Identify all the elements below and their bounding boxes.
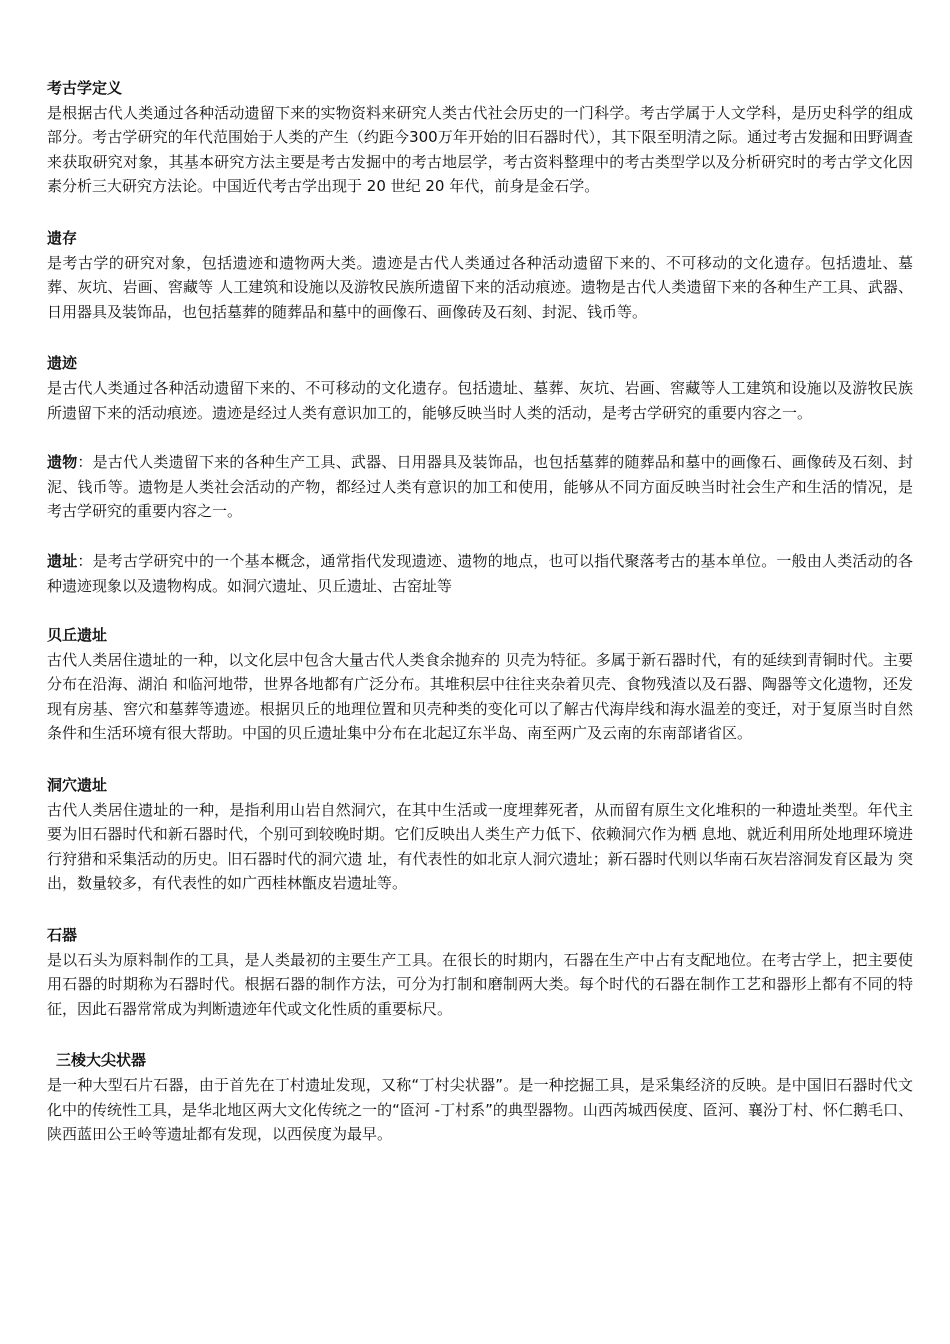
section-paragraph	[47, 549, 913, 598]
document-page	[47, 76, 913, 1147]
section-body: 是以石头为原料制作的工具，是人类最初的主要生产工具。在很长的时期内，石器在生产中占有支配地位。在考古学上，把主要使用石器的时期称为石器时代。根据石器的制作方法，可分为打制和磨制两大类。每个时代的石器在制作工艺和器形上都有不同的特征，因此石器常常成为判断遗迹年代或文化性质的重要标尺。	[47, 950, 913, 1018]
section-cave-site	[47, 773, 913, 896]
section-heading: 石器	[47, 926, 78, 945]
section-artifacts	[47, 450, 913, 524]
section-spacer	[47, 746, 913, 773]
section-heading: 考古学定义	[47, 79, 123, 97]
section-body: 是古代人类通过各种活动遗留下来的、不可移动的文化遗存。包括遗址、墓葬、灰坑、岩画、窖藏等人工建筑和设施以及游牧民族所遗留下来的活动痕迹。遗迹是经过人类有意识加工的，能够反映当时人类的活动，是考古学研究的重要内容之一。	[47, 378, 913, 422]
section-heading: 洞穴遗址	[47, 776, 108, 795]
section-body: 古代人类居住遗址的一种，以文化层中包含大量古代人类食余抛弃的 贝壳为特征。多属于新石器时代，有的延续到青铜时代。主要分布在沿海、湖泊 和临河地带，世界各地都有广泛分布。其堆积层中往往夹杂着贝壳、食物残渣以及石器、陶器等文化遗物，还发现有房基、窖穴和墓葬等遗迹。根据贝丘的地理位置和贝壳种类的变化可以了解古代海岸线和海水温差的变迁，对于复原当时自然条件和生活环境有很大帮助。中国的贝丘遗址集中分布在北起辽东半岛、南至两广及云南的东南部诸省区。	[47, 650, 913, 743]
section-spacer	[47, 524, 913, 549]
section-heading: 遗迹	[47, 354, 78, 373]
section-heading: 三棱大尖状器	[56, 1051, 147, 1070]
section-archaeology-definition	[47, 76, 913, 199]
section-spacer	[47, 896, 913, 923]
section-heading: 遗物	[47, 453, 78, 472]
section-body: 是一种大型石片石器，由于首先在丁村遗址发现，又称“丁村尖状器”。是一种挖掘工具，是采集经济的反映。是中国旧石器时代文化中的传统性工具，是华北地区两大文化传统之一的“匼河 -丁村系”的典型器物。山西芮城西侯度、匼河、襄汾丁村、怀仁鹅毛口、陕西蓝田公王岭等遗址都有发现，以西侯度为最早。	[47, 1076, 913, 1144]
section-relics	[47, 351, 913, 425]
section-body: ：是考古学研究中的一个基本概念，通常指代发现遗迹、遗物的地点，也可以指代聚落考古的基本单位。一般由人类活动的各种遗迹现象以及遗物构成。如洞穴遗址、贝丘遗址、古窑址等	[47, 551, 913, 595]
section-body: 古代人类居住遗址的一种，是指利用山岩自然洞穴，在其中生活或一度埋葬死者，从而留有原生文化堆积的一种遗址类型。年代主要为旧石器时代和新石器时代，个别可到较晚时期。它们反映出人类生产力低下、依赖洞穴作为栖 息地、就近利用所处地理环境进行狩猎和采集活动的历史。旧石器时代的洞穴遗 址，有代表性的如北京人洞穴遗址；新石器时代则以华南石灰岩溶洞发育区最为 突出，数量较多，有代表性的如广西桂林甑皮岩遗址等。	[47, 800, 913, 893]
section-heading: 贝丘遗址	[47, 626, 108, 645]
section-spacer	[47, 425, 913, 450]
section-spacer	[47, 324, 913, 351]
section-heading: 遗址	[47, 551, 78, 570]
section-heading: 遗存	[47, 228, 78, 247]
section-spacer	[47, 598, 913, 623]
section-spacer	[47, 199, 913, 226]
section-trihedral-pick	[47, 1048, 913, 1146]
section-body: 是根据古代人类通过各种活动遗留下来的实物资料来研究人类古代社会历史的一门科学。考古学属于人文学科，是历史科学的组成部分。考古学研究的年代范围始于人类的产生（约距今300万年开始的旧石器时代），其下限至明清之际。通过考古发掘和田野调查来获取研究对象，其基本研究方法主要是考古发掘中的考古地层学，考古资料整理中的考古类型学以及分析研究时的考古学文化因素分析三大研究方法论。中国近代考古学出现于 20 世纪 20 年代，前身是金石学。	[47, 103, 913, 196]
section-body: 是考古学的研究对象，包括遗迹和遗物两大类。遗迹是古代人类通过各种活动遗留下来的、不可移动的文化遗存。包括遗址、墓葬、灰坑、岩画、窖藏等 人工建筑和设施以及游牧民族所遗留下来的活动痕迹。遗物是古代人类遗留下来的各种生产工具、武器、日用器具及装饰品，也包括墓葬的随葬品和墓中的画像石、画像砖及石刻、封泥、钱币等。	[47, 253, 913, 321]
section-remains	[47, 226, 913, 324]
section-spacer	[47, 1021, 913, 1048]
section-site	[47, 549, 913, 598]
section-shell-mound	[47, 623, 913, 746]
section-body: ：是古代人类遗留下来的各种生产工具、武器、日用器具及装饰品，也包括墓葬的随葬品和墓中的画像石、画像砖及石刻、封泥、钱币等。遗物是人类社会活动的产物，都经过人类有意识的加工和使用，能够从不同方面反映当时社会生产和生活的情况，是考古学研究的重要内容之一。	[47, 453, 913, 521]
section-paragraph	[47, 450, 913, 524]
section-stone-tools	[47, 923, 913, 1021]
